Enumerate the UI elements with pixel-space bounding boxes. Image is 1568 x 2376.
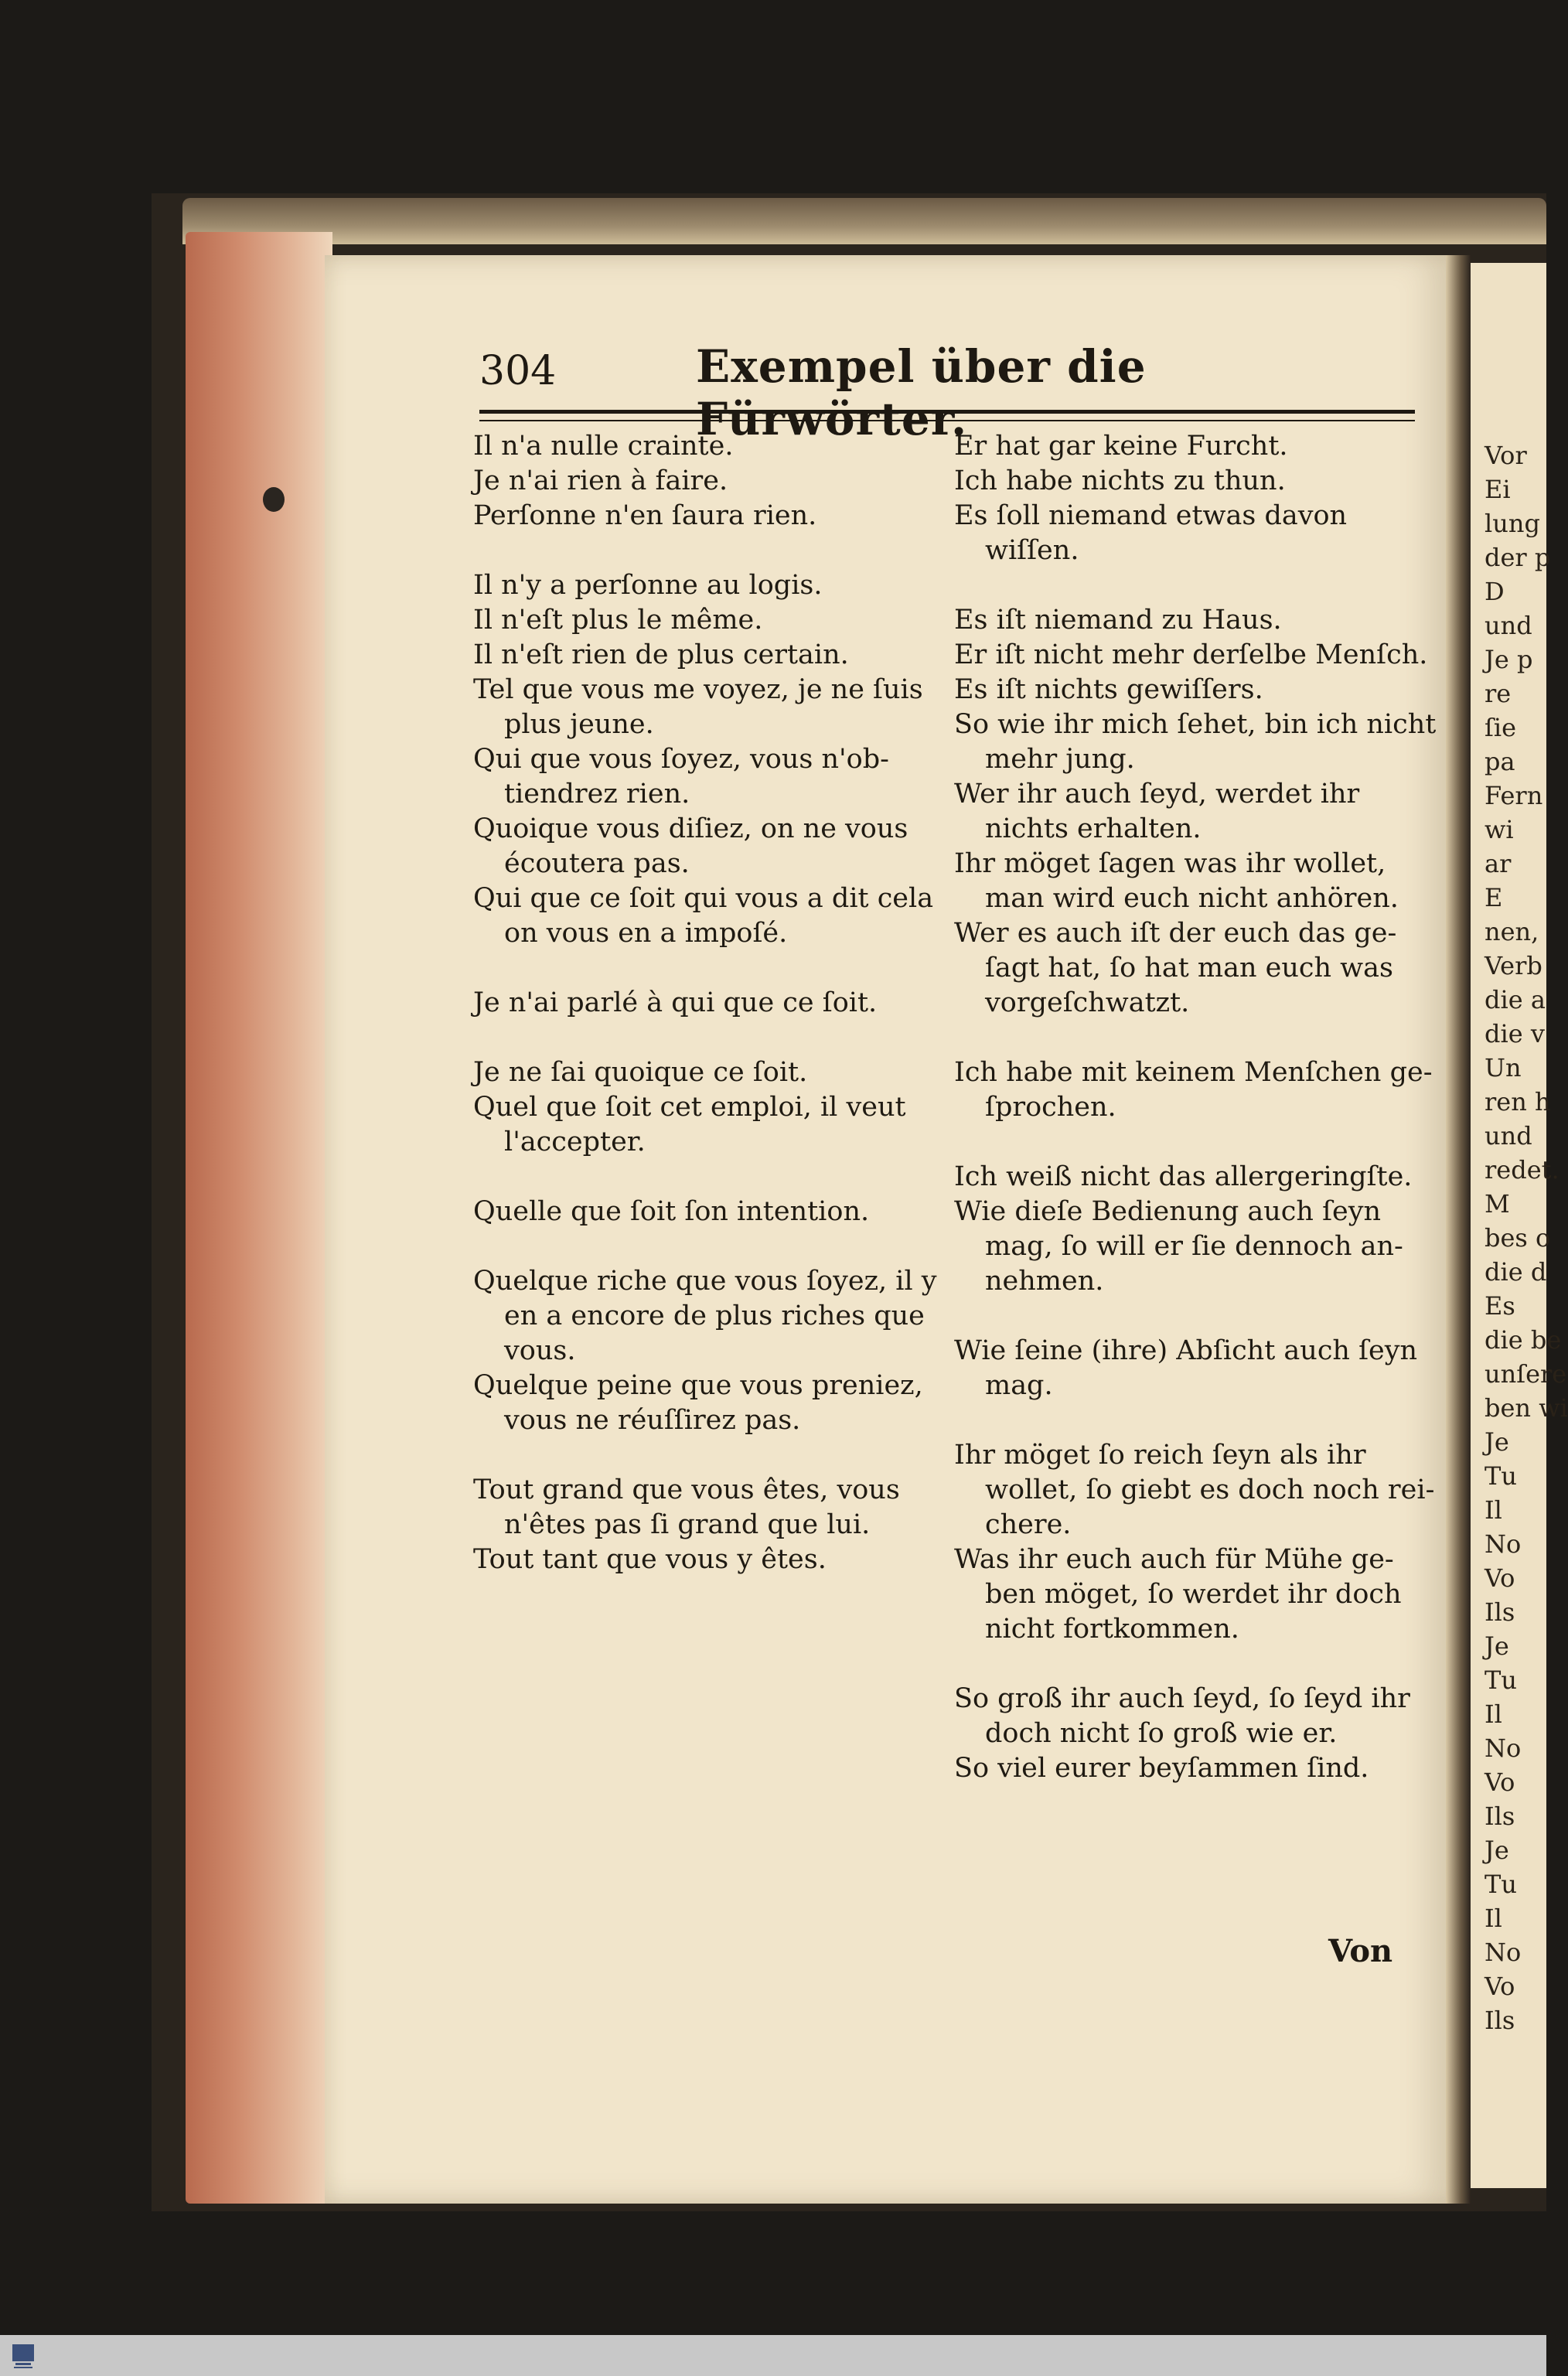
next-page-fragment: Je (1484, 1427, 1509, 1457)
french-entry (473, 812, 937, 881)
french-line: Qui que vous ſoyez, vous n'ob- (473, 744, 889, 775)
french-line: n'êtes pas ſi grand que lui. (504, 1509, 871, 1540)
german-entry (954, 1160, 1418, 1195)
next-page-fragment: Tu (1484, 1870, 1517, 1899)
next-page-fragment: Vor (1484, 441, 1527, 470)
next-page-fragment: Je (1484, 1836, 1509, 1865)
next-page-fragment: bes o (1484, 1223, 1551, 1253)
page-number: 304 (479, 348, 557, 394)
next-page-fragment: die d (1484, 1257, 1547, 1287)
page-fore-edge (186, 232, 332, 2204)
next-page-fragment: und (1484, 1121, 1532, 1151)
german-entry (954, 1543, 1418, 1647)
german-line: wollet, ſo giebt es doch noch rei- (985, 1474, 1435, 1505)
next-page-fragment: No (1484, 1733, 1522, 1763)
german-entry (954, 1195, 1418, 1299)
french-line: Je n'ai rien à faire. (473, 465, 728, 496)
french-line: Perſonne n'en ſaura rien. (473, 500, 817, 531)
next-page-fragment: Verb (1484, 951, 1542, 980)
viewer-footer-bar (0, 2335, 1546, 2376)
german-entry (954, 847, 1418, 916)
next-page-fragment: pa (1484, 747, 1515, 776)
next-page-fragment: D (1484, 577, 1505, 606)
catchword: Von (1328, 1933, 1393, 1969)
next-page-fragment: Ils (1484, 2006, 1515, 2035)
german-line: Wie dieſe Bedienung auch ſeyn (954, 1196, 1382, 1227)
ink-spot (263, 487, 285, 512)
next-page-fragment: Ils (1484, 1802, 1515, 1831)
german-line: Er hat gar keine Furcht. (954, 431, 1288, 462)
french-entry (473, 1264, 937, 1369)
french-line: Il n'eſt rien de plus certain. (473, 639, 849, 670)
french-line: en a encore de plus riches que (504, 1300, 925, 1331)
german-line: mag, ſo will er ſie dennoch an- (985, 1231, 1403, 1262)
next-page-fragment: Tu (1484, 1461, 1517, 1491)
french-entry (473, 881, 937, 951)
german-line: mag. (985, 1370, 1053, 1401)
running-title: Exempel über die Fürwörter. (696, 340, 1147, 445)
next-page-fragment: E (1484, 883, 1503, 912)
french-line: Je ne ſai quoique ce ſoit. (473, 1057, 808, 1088)
german-line: So viel eurer beyſammen ſind. (954, 1753, 1369, 1784)
french-line: écoutera pas. (504, 848, 690, 879)
next-page-fragment: Ils (1484, 1597, 1515, 1627)
french-entry (473, 1369, 937, 1438)
book-gutter (1446, 255, 1471, 2204)
german-line: Es iſt nichts gewiſſers. (954, 674, 1263, 705)
next-page-fragment: Il (1484, 1495, 1502, 1525)
german-entry (954, 1438, 1435, 1543)
french-entry (473, 1195, 937, 1229)
french-entry (473, 1090, 937, 1160)
french-entry (473, 603, 937, 638)
french-line: Il n'eſt plus le même. (473, 605, 763, 636)
french-line: l'accepter. (504, 1127, 646, 1157)
next-page-fragment: No (1484, 1938, 1522, 1967)
french-entry (473, 464, 937, 499)
german-line: vorgeſchwatzt. (985, 987, 1190, 1018)
french-entry (473, 1473, 937, 1543)
right-page-fragment (1471, 263, 1568, 2188)
french-line: plus jeune. (504, 709, 654, 740)
next-page-fragment: Je p (1484, 645, 1533, 674)
german-line: ſagt hat, ſo hat man euch was (985, 953, 1393, 983)
french-line: vous ne réuſſirez pas. (504, 1405, 801, 1436)
german-line: Ihr möget ſo reich ſeyn als ihr (954, 1440, 1366, 1471)
german-entry (954, 1751, 1418, 1786)
french-entry (473, 986, 937, 1021)
next-page-fragment: Vo (1484, 1768, 1515, 1797)
german-entry (954, 673, 1418, 707)
french-line: Je n'ai parlé à qui que ce ſoit. (473, 987, 878, 1018)
german-line: ben möget, ſo werdet ihr doch (985, 1579, 1402, 1610)
german-entry (954, 1055, 1433, 1125)
next-page-fragment: nen, (1484, 917, 1539, 946)
german-entry (954, 429, 1418, 464)
german-line: So groß ihr auch ſeyd, ſo ſeyd ihr (954, 1683, 1410, 1714)
french-entry (473, 638, 937, 673)
french-line: Quelque riche que vous ſoyez, il y (473, 1266, 937, 1297)
french-entry (473, 499, 937, 533)
german-line: man wird euch nicht anhören. (985, 883, 1399, 914)
french-entry (473, 1055, 937, 1090)
german-line: nehmen. (985, 1266, 1104, 1297)
book-top-edge (182, 198, 1546, 244)
german-line: chere. (985, 1509, 1072, 1540)
french-line: vous. (504, 1335, 576, 1366)
german-line: doch nicht ſo groß wie er. (985, 1718, 1338, 1749)
french-line: Qui que ce ſoit qui vous a dit cela (473, 883, 934, 914)
german-entry (954, 1682, 1418, 1751)
french-line: Quelle que ſoit ſon intention. (473, 1196, 870, 1227)
next-page-fragment: wi (1484, 815, 1514, 844)
french-line: Il n'y a perſonne au logis. (473, 570, 823, 601)
next-page-fragment: M (1484, 1189, 1510, 1219)
german-line: Er iſt nicht mehr derſelbe Menſch. (954, 639, 1428, 670)
next-page-fragment: Ei (1484, 475, 1511, 504)
french-line: Il n'a nulle crainte. (473, 431, 734, 462)
german-entry (954, 464, 1418, 499)
german-entry (954, 603, 1418, 638)
french-entry (473, 568, 937, 603)
next-page-fragment: re (1484, 679, 1512, 708)
next-page-fragment: und (1484, 611, 1532, 640)
next-page-fragment: die a (1484, 985, 1546, 1014)
next-page-fragment: No (1484, 1529, 1522, 1559)
french-entry (473, 742, 937, 812)
german-line: So wie ihr mich ſehet, bin ich nicht (954, 709, 1437, 740)
next-page-fragment: Il (1484, 1699, 1502, 1729)
german-entry (954, 1334, 1418, 1403)
german-line: Ich habe nichts zu thun. (954, 465, 1286, 496)
next-page-fragment: lung (1484, 509, 1540, 538)
next-page-fragment: redet. (1484, 1155, 1559, 1185)
french-line: tiendrez rien. (504, 779, 690, 810)
french-entry (473, 673, 937, 742)
next-page-fragment: Es (1484, 1291, 1515, 1321)
german-line: Ich habe mit keinem Menſchen ge- (954, 1057, 1433, 1088)
german-line: Ich weiß nicht das allergeringſte. (954, 1161, 1413, 1192)
german-line: Wer ihr auch ſeyd, werdet ihr (954, 779, 1360, 810)
next-page-fragment: Fern (1484, 781, 1543, 810)
next-page-fragment: Je (1484, 1631, 1509, 1661)
german-line: mehr jung. (985, 744, 1135, 775)
next-page-fragment: Vo (1484, 1563, 1515, 1593)
next-page-fragment: die v (1484, 1019, 1545, 1048)
german-line: Ihr möget ſagen was ihr wollet, (954, 848, 1386, 879)
german-line: Es ſoll niemand etwas davon (954, 500, 1348, 531)
french-entry (473, 429, 937, 464)
german-entry (954, 707, 1437, 777)
next-page-fragment: ren h (1484, 1087, 1551, 1116)
header-rule (479, 410, 1415, 421)
french-entry (473, 1543, 937, 1577)
next-page-fragment: der p (1484, 543, 1551, 572)
next-page-fragment: Tu (1484, 1665, 1517, 1695)
german-line: ſprochen. (985, 1092, 1116, 1123)
next-page-fragment: unſere (1484, 1359, 1567, 1389)
german-line: Was ihr euch auch für Mühe ge- (954, 1544, 1394, 1575)
german-line: wiſſen. (985, 535, 1079, 566)
french-column (473, 429, 937, 1577)
next-page-fragment: die be (1484, 1325, 1562, 1355)
german-entry (954, 916, 1418, 1021)
next-page-fragment: Un (1484, 1053, 1522, 1082)
german-entry (954, 499, 1418, 568)
french-line: Tout grand que vous êtes, vous (473, 1474, 900, 1505)
german-entry (954, 777, 1418, 847)
page-header (479, 340, 1423, 445)
german-line: Wer es auch iſt der euch das ge- (954, 918, 1397, 949)
german-line: nicht fortkommen. (985, 1614, 1239, 1645)
french-line: Tout tant que vous y êtes. (473, 1544, 827, 1575)
french-line: Quel que ſoit cet emploi, il veut (473, 1092, 906, 1123)
french-line: Quoique vous diſiez, on ne vous (473, 813, 908, 844)
next-page-fragment: ar (1484, 849, 1512, 878)
german-line: Wie ſeine (ihre) Abſicht auch ſeyn (954, 1335, 1418, 1366)
german-line: Es iſt niemand zu Haus. (954, 605, 1282, 636)
french-line: Quelque peine que vous preniez, (473, 1370, 923, 1401)
german-column (954, 429, 1437, 1786)
next-page-fragment: Vo (1484, 1972, 1515, 2001)
german-entry (954, 638, 1428, 673)
next-page-fragment: ben wi (1484, 1393, 1568, 1423)
french-line: on vous en a impoſé. (504, 918, 788, 949)
next-page-fragment: Il (1484, 1904, 1502, 1933)
german-line: nichts erhalten. (985, 813, 1202, 844)
french-line: Tel que vous me voyez, je ne ſuis (473, 674, 923, 705)
next-page-fragment: ſie (1484, 713, 1517, 742)
library-logo-icon (8, 2341, 39, 2372)
